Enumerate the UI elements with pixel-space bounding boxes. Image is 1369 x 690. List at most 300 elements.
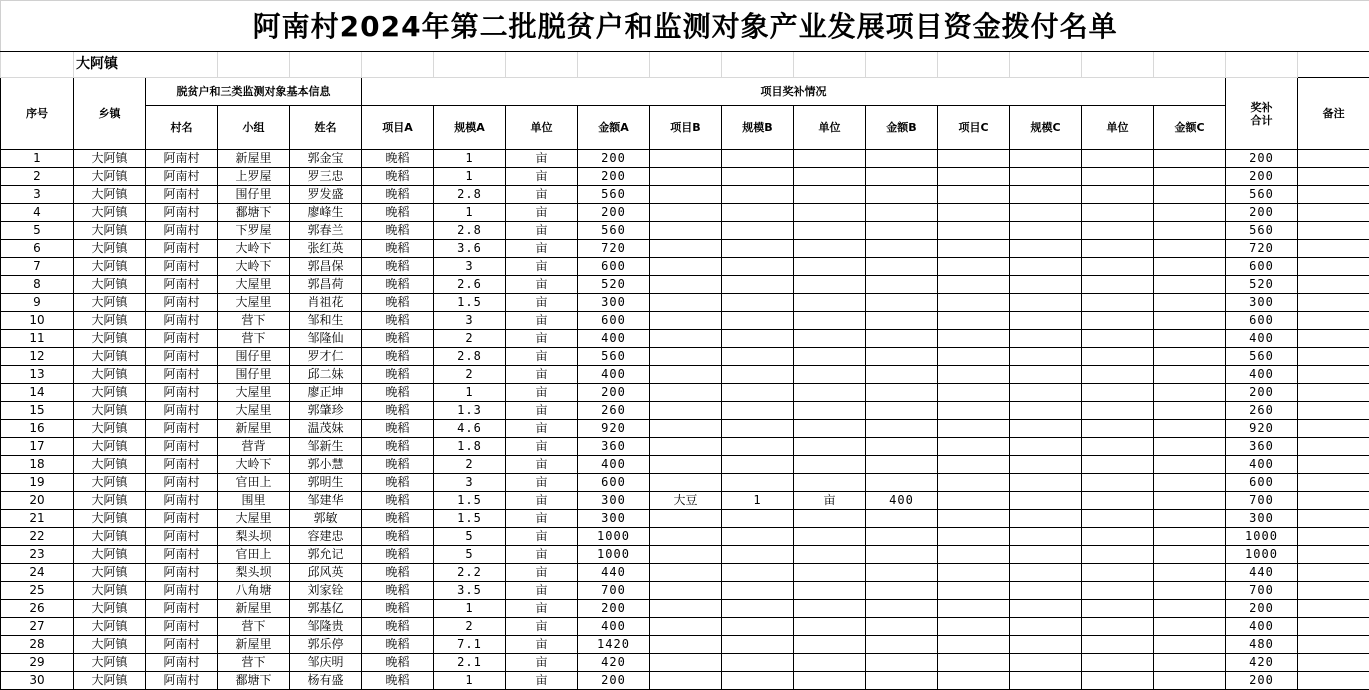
cell-name[interactable]: 邹隆贵 xyxy=(290,618,362,636)
cell-unit-c[interactable] xyxy=(1082,618,1154,636)
cell-remark[interactable] xyxy=(1298,240,1369,258)
cell-scale-a[interactable]: 2 xyxy=(434,330,506,348)
cell-item-c[interactable] xyxy=(938,546,1010,564)
empty-cell[interactable] xyxy=(866,52,938,78)
cell-item-b[interactable] xyxy=(650,546,722,564)
cell-unit-b[interactable] xyxy=(794,636,866,654)
cell-item-c[interactable] xyxy=(938,528,1010,546)
cell-item-c[interactable] xyxy=(938,294,1010,312)
cell-seq[interactable]: 6 xyxy=(1,240,74,258)
cell-scale-c[interactable] xyxy=(1010,474,1082,492)
cell-village[interactable]: 阿南村 xyxy=(146,438,218,456)
cell-remark[interactable] xyxy=(1298,528,1369,546)
cell-amount-a[interactable]: 200 xyxy=(578,384,650,402)
cell-amount-a[interactable]: 300 xyxy=(578,492,650,510)
cell-scale-b[interactable] xyxy=(722,672,794,690)
cell-amount-c[interactable] xyxy=(1154,366,1226,384)
cell-scale-c[interactable] xyxy=(1010,366,1082,384)
cell-item-b[interactable] xyxy=(650,654,722,672)
cell-amount-b[interactable] xyxy=(866,564,938,582)
cell-amount-a[interactable]: 400 xyxy=(578,618,650,636)
cell-scale-b[interactable] xyxy=(722,420,794,438)
cell-scale-a[interactable]: 1.5 xyxy=(434,294,506,312)
cell-unit-c[interactable] xyxy=(1082,654,1154,672)
cell-amount-c[interactable] xyxy=(1154,258,1226,276)
cell-item-c[interactable] xyxy=(938,168,1010,186)
cell-scale-a[interactable]: 1 xyxy=(434,384,506,402)
cell-item-b[interactable] xyxy=(650,582,722,600)
cell-scale-a[interactable]: 1.3 xyxy=(434,402,506,420)
cell-amount-b[interactable] xyxy=(866,186,938,204)
cell-scale-c[interactable] xyxy=(1010,348,1082,366)
cell-name[interactable]: 郭金宝 xyxy=(290,150,362,168)
cell-unit-b[interactable] xyxy=(794,258,866,276)
cell-unit-b[interactable] xyxy=(794,366,866,384)
cell-name[interactable]: 廖峰生 xyxy=(290,204,362,222)
cell-item-a[interactable]: 晚稻 xyxy=(362,204,434,222)
cell-total[interactable]: 360 xyxy=(1226,438,1298,456)
cell-remark[interactable] xyxy=(1298,258,1369,276)
cell-scale-c[interactable] xyxy=(1010,384,1082,402)
cell-amount-a[interactable]: 300 xyxy=(578,510,650,528)
cell-amount-a[interactable]: 720 xyxy=(578,240,650,258)
cell-town[interactable]: 大阿镇 xyxy=(74,402,146,420)
cell-remark[interactable] xyxy=(1298,294,1369,312)
cell-group[interactable]: 官田上 xyxy=(218,546,290,564)
cell-group[interactable]: 大岭下 xyxy=(218,240,290,258)
cell-remark[interactable] xyxy=(1298,420,1369,438)
cell-town[interactable]: 大阿镇 xyxy=(74,456,146,474)
cell-village[interactable]: 阿南村 xyxy=(146,186,218,204)
cell-item-a[interactable]: 晚稻 xyxy=(362,366,434,384)
cell-total[interactable]: 400 xyxy=(1226,330,1298,348)
cell-unit-c[interactable] xyxy=(1082,672,1154,690)
cell-unit-c[interactable] xyxy=(1082,492,1154,510)
cell-amount-a[interactable]: 200 xyxy=(578,600,650,618)
empty-cell[interactable] xyxy=(1010,52,1082,78)
cell-item-b[interactable] xyxy=(650,150,722,168)
cell-amount-c[interactable] xyxy=(1154,636,1226,654)
cell-remark[interactable] xyxy=(1298,150,1369,168)
cell-item-b[interactable] xyxy=(650,528,722,546)
cell-scale-a[interactable]: 3 xyxy=(434,258,506,276)
cell-town[interactable]: 大阿镇 xyxy=(74,186,146,204)
cell-unit-b[interactable] xyxy=(794,384,866,402)
cell-unit-a[interactable]: 亩 xyxy=(506,258,578,276)
cell-remark[interactable] xyxy=(1298,402,1369,420)
cell-name[interactable]: 罗才仁 xyxy=(290,348,362,366)
cell-unit-a[interactable]: 亩 xyxy=(506,510,578,528)
cell-item-b[interactable] xyxy=(650,258,722,276)
cell-remark[interactable] xyxy=(1298,204,1369,222)
cell-total[interactable]: 420 xyxy=(1226,654,1298,672)
cell-scale-c[interactable] xyxy=(1010,582,1082,600)
cell-unit-a[interactable]: 亩 xyxy=(506,222,578,240)
empty-cell[interactable] xyxy=(506,52,578,78)
cell-town[interactable]: 大阿镇 xyxy=(74,240,146,258)
cell-total[interactable]: 400 xyxy=(1226,618,1298,636)
cell-scale-b[interactable] xyxy=(722,474,794,492)
cell-item-a[interactable]: 晚稻 xyxy=(362,420,434,438)
cell-scale-c[interactable] xyxy=(1010,564,1082,582)
cell-item-b[interactable] xyxy=(650,618,722,636)
cell-scale-b[interactable] xyxy=(722,438,794,456)
cell-village[interactable]: 阿南村 xyxy=(146,384,218,402)
cell-amount-b[interactable] xyxy=(866,546,938,564)
cell-town[interactable]: 大阿镇 xyxy=(74,168,146,186)
cell-amount-a[interactable]: 560 xyxy=(578,222,650,240)
cell-village[interactable]: 阿南村 xyxy=(146,150,218,168)
cell-item-b[interactable] xyxy=(650,402,722,420)
cell-unit-a[interactable]: 亩 xyxy=(506,420,578,438)
empty-cell[interactable] xyxy=(1226,52,1298,78)
cell-total[interactable]: 560 xyxy=(1226,186,1298,204)
cell-amount-a[interactable]: 200 xyxy=(578,168,650,186)
cell-village[interactable]: 阿南村 xyxy=(146,348,218,366)
cell-scale-c[interactable] xyxy=(1010,618,1082,636)
cell-village[interactable]: 阿南村 xyxy=(146,528,218,546)
cell-item-a[interactable]: 晚稻 xyxy=(362,402,434,420)
cell-unit-a[interactable]: 亩 xyxy=(506,240,578,258)
cell-town[interactable]: 大阿镇 xyxy=(74,600,146,618)
cell-unit-c[interactable] xyxy=(1082,330,1154,348)
cell-scale-b[interactable] xyxy=(722,510,794,528)
cell-unit-b[interactable] xyxy=(794,312,866,330)
cell-total[interactable]: 200 xyxy=(1226,204,1298,222)
cell-total[interactable]: 400 xyxy=(1226,366,1298,384)
cell-village[interactable]: 阿南村 xyxy=(146,222,218,240)
cell-total[interactable]: 1000 xyxy=(1226,528,1298,546)
cell-seq[interactable]: 18 xyxy=(1,456,74,474)
cell-unit-c[interactable] xyxy=(1082,546,1154,564)
cell-item-c[interactable] xyxy=(938,276,1010,294)
cell-scale-a[interactable]: 2 xyxy=(434,618,506,636)
cell-village[interactable]: 阿南村 xyxy=(146,366,218,384)
cell-town[interactable]: 大阿镇 xyxy=(74,222,146,240)
cell-amount-a[interactable]: 400 xyxy=(578,330,650,348)
cell-amount-c[interactable] xyxy=(1154,348,1226,366)
cell-seq[interactable]: 23 xyxy=(1,546,74,564)
cell-group[interactable]: 大岭下 xyxy=(218,258,290,276)
cell-total[interactable]: 560 xyxy=(1226,222,1298,240)
cell-unit-b[interactable] xyxy=(794,618,866,636)
cell-amount-b[interactable] xyxy=(866,258,938,276)
cell-amount-a[interactable]: 700 xyxy=(578,582,650,600)
cell-unit-b[interactable] xyxy=(794,348,866,366)
cell-group[interactable]: 围仔里 xyxy=(218,186,290,204)
cell-name[interactable]: 邹建华 xyxy=(290,492,362,510)
cell-unit-a[interactable]: 亩 xyxy=(506,636,578,654)
town-label[interactable]: 大阿镇 xyxy=(74,52,218,78)
cell-item-c[interactable] xyxy=(938,222,1010,240)
cell-unit-a[interactable]: 亩 xyxy=(506,564,578,582)
cell-remark[interactable] xyxy=(1298,654,1369,672)
cell-seq[interactable]: 22 xyxy=(1,528,74,546)
cell-amount-b[interactable] xyxy=(866,420,938,438)
cell-item-a[interactable]: 晚稻 xyxy=(362,564,434,582)
cell-village[interactable]: 阿南村 xyxy=(146,204,218,222)
cell-village[interactable]: 阿南村 xyxy=(146,582,218,600)
cell-amount-b[interactable] xyxy=(866,600,938,618)
cell-item-c[interactable] xyxy=(938,204,1010,222)
cell-item-a[interactable]: 晚稻 xyxy=(362,510,434,528)
cell-town[interactable]: 大阿镇 xyxy=(74,564,146,582)
cell-name[interactable]: 肖祖花 xyxy=(290,294,362,312)
cell-amount-b[interactable] xyxy=(866,474,938,492)
cell-unit-a[interactable]: 亩 xyxy=(506,330,578,348)
cell-scale-c[interactable] xyxy=(1010,456,1082,474)
cell-scale-a[interactable]: 5 xyxy=(434,528,506,546)
cell-scale-c[interactable] xyxy=(1010,510,1082,528)
cell-seq[interactable]: 26 xyxy=(1,600,74,618)
cell-unit-b[interactable] xyxy=(794,150,866,168)
cell-scale-b[interactable] xyxy=(722,204,794,222)
cell-seq[interactable]: 25 xyxy=(1,582,74,600)
cell-total[interactable]: 480 xyxy=(1226,636,1298,654)
cell-item-c[interactable] xyxy=(938,312,1010,330)
cell-unit-c[interactable] xyxy=(1082,510,1154,528)
cell-seq[interactable]: 3 xyxy=(1,186,74,204)
cell-town[interactable]: 大阿镇 xyxy=(74,348,146,366)
cell-town[interactable]: 大阿镇 xyxy=(74,330,146,348)
cell-remark[interactable] xyxy=(1298,636,1369,654)
cell-amount-a[interactable]: 1000 xyxy=(578,528,650,546)
cell-unit-a[interactable]: 亩 xyxy=(506,168,578,186)
cell-amount-b[interactable] xyxy=(866,402,938,420)
empty-cell[interactable] xyxy=(290,52,362,78)
cell-name[interactable]: 郭乐停 xyxy=(290,636,362,654)
cell-group[interactable]: 官田上 xyxy=(218,474,290,492)
cell-amount-b[interactable] xyxy=(866,204,938,222)
cell-unit-b[interactable] xyxy=(794,222,866,240)
cell-unit-c[interactable] xyxy=(1082,384,1154,402)
cell-unit-b[interactable] xyxy=(794,168,866,186)
cell-item-c[interactable] xyxy=(938,150,1010,168)
cell-unit-b[interactable] xyxy=(794,510,866,528)
cell-item-a[interactable]: 晚稻 xyxy=(362,168,434,186)
cell-item-c[interactable] xyxy=(938,240,1010,258)
cell-scale-c[interactable] xyxy=(1010,150,1082,168)
cell-village[interactable]: 阿南村 xyxy=(146,636,218,654)
cell-name[interactable]: 温茂妹 xyxy=(290,420,362,438)
cell-seq[interactable]: 20 xyxy=(1,492,74,510)
cell-item-b[interactable] xyxy=(650,204,722,222)
cell-scale-b[interactable] xyxy=(722,258,794,276)
cell-amount-c[interactable] xyxy=(1154,528,1226,546)
cell-seq[interactable]: 21 xyxy=(1,510,74,528)
cell-scale-c[interactable] xyxy=(1010,240,1082,258)
cell-item-c[interactable] xyxy=(938,600,1010,618)
cell-amount-a[interactable]: 440 xyxy=(578,564,650,582)
cell-scale-b[interactable]: 1 xyxy=(722,492,794,510)
cell-unit-c[interactable] xyxy=(1082,402,1154,420)
cell-item-a[interactable]: 晚稻 xyxy=(362,240,434,258)
cell-unit-b[interactable] xyxy=(794,528,866,546)
cell-unit-a[interactable]: 亩 xyxy=(506,384,578,402)
cell-unit-c[interactable] xyxy=(1082,528,1154,546)
cell-amount-a[interactable]: 600 xyxy=(578,312,650,330)
cell-scale-c[interactable] xyxy=(1010,330,1082,348)
cell-village[interactable]: 阿南村 xyxy=(146,672,218,690)
cell-scale-b[interactable] xyxy=(722,366,794,384)
cell-amount-c[interactable] xyxy=(1154,546,1226,564)
cell-name[interactable]: 邱二妹 xyxy=(290,366,362,384)
cell-total[interactable]: 440 xyxy=(1226,564,1298,582)
cell-unit-b[interactable] xyxy=(794,330,866,348)
cell-unit-c[interactable] xyxy=(1082,312,1154,330)
cell-scale-c[interactable] xyxy=(1010,492,1082,510)
cell-seq[interactable]: 15 xyxy=(1,402,74,420)
cell-village[interactable]: 阿南村 xyxy=(146,240,218,258)
cell-item-c[interactable] xyxy=(938,474,1010,492)
cell-unit-c[interactable] xyxy=(1082,150,1154,168)
cell-amount-b[interactable] xyxy=(866,636,938,654)
cell-unit-c[interactable] xyxy=(1082,204,1154,222)
cell-amount-b[interactable] xyxy=(866,240,938,258)
cell-amount-a[interactable]: 520 xyxy=(578,276,650,294)
cell-remark[interactable] xyxy=(1298,600,1369,618)
cell-total[interactable]: 300 xyxy=(1226,510,1298,528)
cell-item-b[interactable] xyxy=(650,672,722,690)
cell-seq[interactable]: 12 xyxy=(1,348,74,366)
cell-name[interactable]: 容建忠 xyxy=(290,528,362,546)
cell-unit-a[interactable]: 亩 xyxy=(506,546,578,564)
cell-total[interactable]: 560 xyxy=(1226,348,1298,366)
cell-scale-a[interactable]: 1.5 xyxy=(434,510,506,528)
cell-remark[interactable] xyxy=(1298,474,1369,492)
cell-item-c[interactable] xyxy=(938,510,1010,528)
cell-unit-a[interactable]: 亩 xyxy=(506,186,578,204)
cell-item-b[interactable] xyxy=(650,600,722,618)
cell-remark[interactable] xyxy=(1298,384,1369,402)
cell-name[interactable]: 郭春兰 xyxy=(290,222,362,240)
cell-seq[interactable]: 28 xyxy=(1,636,74,654)
cell-group[interactable]: 梨头坝 xyxy=(218,564,290,582)
cell-amount-a[interactable]: 300 xyxy=(578,294,650,312)
cell-item-c[interactable] xyxy=(938,258,1010,276)
cell-town[interactable]: 大阿镇 xyxy=(74,384,146,402)
cell-scale-a[interactable]: 1 xyxy=(434,672,506,690)
cell-amount-c[interactable] xyxy=(1154,600,1226,618)
cell-unit-c[interactable] xyxy=(1082,474,1154,492)
cell-item-c[interactable] xyxy=(938,672,1010,690)
cell-name[interactable]: 罗三忠 xyxy=(290,168,362,186)
empty-cell[interactable] xyxy=(794,52,866,78)
cell-name[interactable]: 杨有盛 xyxy=(290,672,362,690)
cell-town[interactable]: 大阿镇 xyxy=(74,672,146,690)
cell-scale-b[interactable] xyxy=(722,222,794,240)
cell-item-a[interactable]: 晚稻 xyxy=(362,438,434,456)
cell-seq[interactable]: 16 xyxy=(1,420,74,438)
cell-unit-c[interactable] xyxy=(1082,438,1154,456)
cell-unit-a[interactable]: 亩 xyxy=(506,204,578,222)
cell-unit-c[interactable] xyxy=(1082,294,1154,312)
cell-unit-b[interactable] xyxy=(794,546,866,564)
cell-item-c[interactable] xyxy=(938,366,1010,384)
cell-amount-b[interactable] xyxy=(866,348,938,366)
cell-remark[interactable] xyxy=(1298,168,1369,186)
cell-amount-c[interactable] xyxy=(1154,276,1226,294)
cell-village[interactable]: 阿南村 xyxy=(146,420,218,438)
cell-name[interactable]: 廖正坤 xyxy=(290,384,362,402)
cell-scale-a[interactable]: 2.8 xyxy=(434,348,506,366)
cell-item-a[interactable]: 晚稻 xyxy=(362,150,434,168)
cell-unit-c[interactable] xyxy=(1082,582,1154,600)
cell-unit-a[interactable]: 亩 xyxy=(506,654,578,672)
cell-village[interactable]: 阿南村 xyxy=(146,654,218,672)
cell-unit-a[interactable]: 亩 xyxy=(506,312,578,330)
cell-scale-c[interactable] xyxy=(1010,168,1082,186)
cell-unit-c[interactable] xyxy=(1082,636,1154,654)
cell-name[interactable]: 邹庆明 xyxy=(290,654,362,672)
cell-amount-c[interactable] xyxy=(1154,240,1226,258)
cell-item-a[interactable]: 晚稻 xyxy=(362,600,434,618)
cell-scale-a[interactable]: 3 xyxy=(434,474,506,492)
cell-unit-b[interactable] xyxy=(794,420,866,438)
cell-unit-b[interactable] xyxy=(794,582,866,600)
cell-group[interactable]: 八角塘 xyxy=(218,582,290,600)
cell-total[interactable]: 200 xyxy=(1226,600,1298,618)
cell-unit-a[interactable]: 亩 xyxy=(506,672,578,690)
cell-item-b[interactable] xyxy=(650,366,722,384)
cell-scale-a[interactable]: 3 xyxy=(434,312,506,330)
cell-total[interactable]: 300 xyxy=(1226,294,1298,312)
cell-scale-a[interactable]: 1.8 xyxy=(434,438,506,456)
cell-scale-b[interactable] xyxy=(722,240,794,258)
cell-village[interactable]: 阿南村 xyxy=(146,276,218,294)
cell-seq[interactable]: 11 xyxy=(1,330,74,348)
cell-item-a[interactable]: 晚稻 xyxy=(362,492,434,510)
cell-scale-c[interactable] xyxy=(1010,258,1082,276)
cell-remark[interactable] xyxy=(1298,348,1369,366)
cell-name[interactable]: 郭肇珍 xyxy=(290,402,362,420)
cell-amount-c[interactable] xyxy=(1154,402,1226,420)
cell-village[interactable]: 阿南村 xyxy=(146,564,218,582)
cell-total[interactable]: 700 xyxy=(1226,492,1298,510)
cell-unit-c[interactable] xyxy=(1082,420,1154,438)
cell-scale-b[interactable] xyxy=(722,546,794,564)
cell-item-b[interactable] xyxy=(650,420,722,438)
cell-total[interactable]: 400 xyxy=(1226,456,1298,474)
cell-amount-c[interactable] xyxy=(1154,330,1226,348)
cell-unit-c[interactable] xyxy=(1082,564,1154,582)
cell-scale-a[interactable]: 3.6 xyxy=(434,240,506,258)
cell-item-a[interactable]: 晚稻 xyxy=(362,582,434,600)
cell-scale-a[interactable]: 1 xyxy=(434,204,506,222)
cell-scale-c[interactable] xyxy=(1010,528,1082,546)
cell-group[interactable]: 营下 xyxy=(218,618,290,636)
cell-group[interactable]: 下罗屋 xyxy=(218,222,290,240)
cell-scale-c[interactable] xyxy=(1010,312,1082,330)
cell-town[interactable]: 大阿镇 xyxy=(74,420,146,438)
cell-remark[interactable] xyxy=(1298,222,1369,240)
cell-group[interactable]: 新屋里 xyxy=(218,600,290,618)
cell-group[interactable]: 大屋里 xyxy=(218,294,290,312)
cell-remark[interactable] xyxy=(1298,546,1369,564)
cell-name[interactable]: 郭基亿 xyxy=(290,600,362,618)
cell-town[interactable]: 大阿镇 xyxy=(74,312,146,330)
cell-amount-c[interactable] xyxy=(1154,438,1226,456)
cell-town[interactable]: 大阿镇 xyxy=(74,510,146,528)
cell-item-a[interactable]: 晚稻 xyxy=(362,348,434,366)
empty-cell[interactable] xyxy=(362,52,434,78)
cell-unit-a[interactable]: 亩 xyxy=(506,438,578,456)
cell-remark[interactable] xyxy=(1298,672,1369,690)
cell-unit-c[interactable] xyxy=(1082,222,1154,240)
cell-seq[interactable]: 14 xyxy=(1,384,74,402)
cell-amount-c[interactable] xyxy=(1154,618,1226,636)
cell-group[interactable]: 鄱塘下 xyxy=(218,672,290,690)
